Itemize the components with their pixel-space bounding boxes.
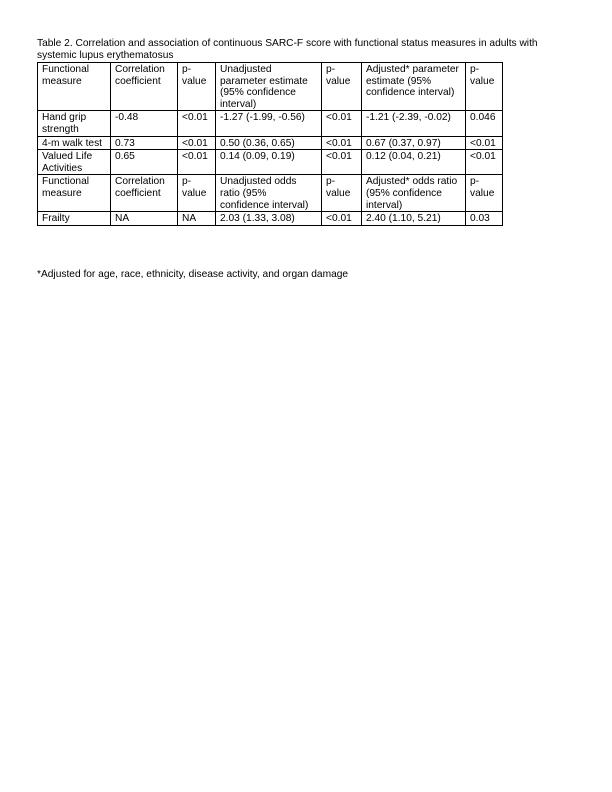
table-footnote: *Adjusted for age, race, ethnicity, disease activity, and organ damage (37, 269, 349, 280)
header-cell: Adjusted* parameter estimate (95% confidence interval) (362, 63, 466, 111)
table-cell: 0.14 (0.09, 0.19) (216, 150, 322, 175)
table-header-row (38, 63, 503, 111)
header-cell: p-value (322, 63, 362, 111)
table-row (38, 136, 503, 150)
table-cell: 0.50 (0.36, 0.65) (216, 136, 322, 150)
table-cell: <0.01 (178, 111, 216, 136)
table-cell: NA (111, 212, 178, 226)
table-cell: 0.03 (466, 212, 503, 226)
table-cell: 0.67 (0.37, 0.97) (362, 136, 466, 150)
table-cell: <0.01 (322, 150, 362, 175)
table-cell: Hand grip strength (38, 111, 111, 136)
table-cell: -1.27 (-1.99, -0.56) (216, 111, 322, 136)
table-row (38, 150, 503, 175)
header-cell: p-value (178, 175, 216, 212)
table-row (38, 212, 503, 226)
header-cell: p-value (466, 175, 503, 212)
table-cell: <0.01 (322, 212, 362, 226)
table-cell: <0.01 (322, 136, 362, 150)
table-cell: 2.03 (1.33, 3.08) (216, 212, 322, 226)
header-cell: p-value (178, 63, 216, 111)
header-cell: Unadjusted parameter estimate (95% confidence interval) (216, 63, 322, 111)
table-cell: Valued Life Activities (38, 150, 111, 175)
header-cell: Unadjusted odds ratio (95% confidence interval) (216, 175, 322, 212)
table-cell: -0.48 (111, 111, 178, 136)
table-cell: <0.01 (466, 136, 503, 150)
table-cell: <0.01 (466, 150, 503, 175)
header-cell: Correlation coefficient (111, 63, 178, 111)
table-header-row (38, 175, 503, 212)
table-cell: 4-m walk test (38, 136, 111, 150)
table-row (38, 111, 503, 136)
table-cell: Frailty (38, 212, 111, 226)
header-cell: p-value (466, 63, 503, 111)
table-cell: <0.01 (178, 150, 216, 175)
table-cell: -1.21 (-2.39, -0.02) (362, 111, 466, 136)
table-cell: 2.40 (1.10, 5.21) (362, 212, 466, 226)
table-cell: 0.046 (466, 111, 503, 136)
header-cell: p-value (322, 175, 362, 212)
table-cell: 0.73 (111, 136, 178, 150)
header-cell: Functional measure (38, 63, 111, 111)
header-cell: Functional measure (38, 175, 111, 212)
table-cell: <0.01 (178, 136, 216, 150)
table-cell: NA (178, 212, 216, 226)
table-caption: Table 2. Correlation and association of continuous SARC-F score with functional status measures in adults with systemic lupus erythematosus (37, 38, 538, 61)
table-cell: 0.12 (0.04, 0.21) (362, 150, 466, 175)
table-cell: 0.65 (111, 150, 178, 175)
results-table (37, 62, 503, 226)
header-cell: Correlation coefficient (111, 175, 178, 212)
table-cell: <0.01 (322, 111, 362, 136)
header-cell: Adjusted* odds ratio (95% confidence interval) (362, 175, 466, 212)
